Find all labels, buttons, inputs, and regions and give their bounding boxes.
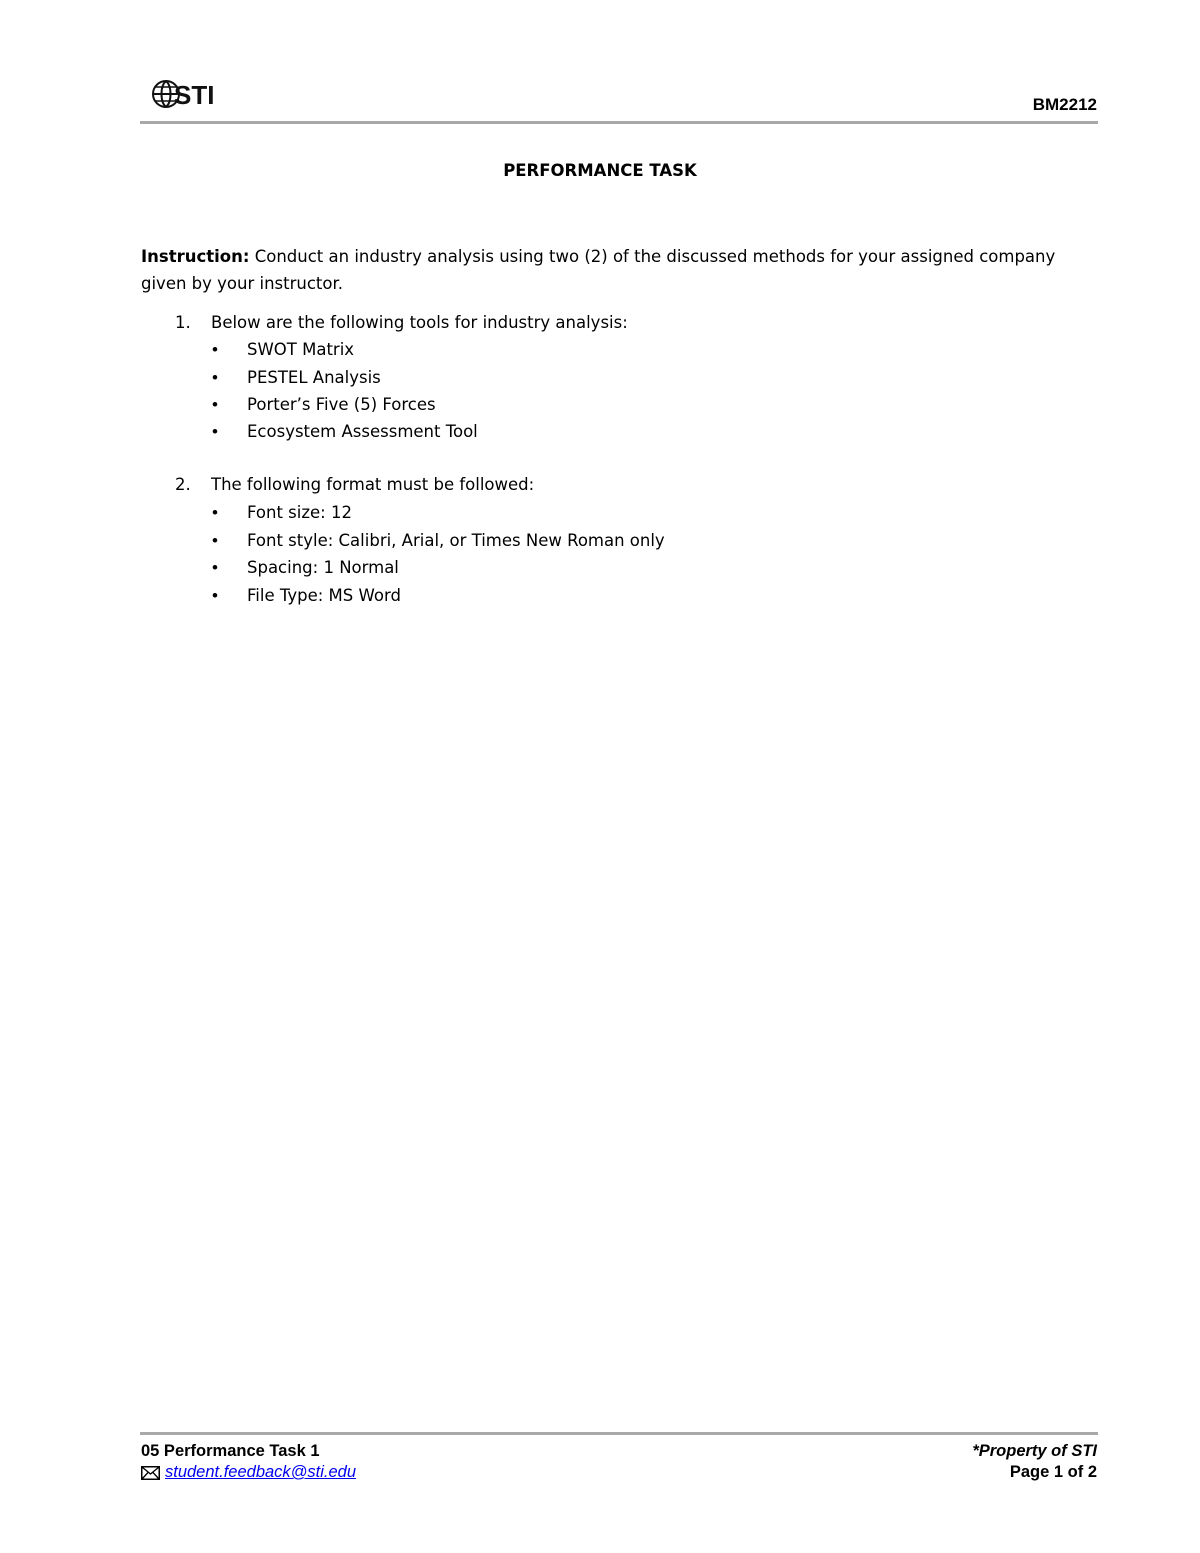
bullet-item: SWOT Matrix <box>247 340 355 359</box>
bullet-dot-icon: • <box>212 368 218 387</box>
bullet-item: Font style: Calibri, Arial, or Times New Roman only <box>247 531 665 550</box>
bullet-dot-icon: • <box>212 503 218 522</box>
sti-logo <box>150 76 225 112</box>
bullet-item: Porter’s Five (5) Forces <box>247 395 436 414</box>
bullet-item: Font size: 12 <box>247 503 352 522</box>
page-number: Page 1 of 2 <box>1009 1463 1097 1481</box>
footer-divider <box>140 1432 1098 1435</box>
globe-logo-icon <box>150 76 225 112</box>
list-number: 2. <box>175 475 191 494</box>
list-text: The following format must be followed: <box>211 475 535 494</box>
bullet-dot-icon: • <box>212 340 218 359</box>
bullet-dot-icon: • <box>212 558 218 577</box>
property-notice: *Property of STI <box>972 1442 1097 1460</box>
instruction-text: Conduct an industry analysis using two (2) of the discussed methods for your assigned company given by your instructor. <box>141 247 1056 293</box>
footer-doc-name: 05 Performance Task 1 <box>141 1442 320 1460</box>
svg-text:STI: STI <box>174 80 215 110</box>
course-code: BM2212 <box>1032 95 1097 114</box>
bullet-item: File Type: MS Word <box>247 586 401 605</box>
feedback-email-link[interactable]: student.feedback@sti.edu <box>165 1463 357 1481</box>
list-number: 1. <box>175 313 191 332</box>
header-divider <box>140 121 1098 124</box>
footer-email-line <box>141 1463 356 1482</box>
envelope-icon <box>141 1466 160 1480</box>
page-title: PERFORMANCE TASK <box>503 161 697 180</box>
bullet-dot-icon: • <box>212 586 218 605</box>
bullet-item: Spacing: 1 Normal <box>247 558 399 577</box>
bullet-dot-icon: • <box>212 422 218 441</box>
bullet-item: PESTEL Analysis <box>247 368 381 387</box>
list-text: Below are the following tools for industry analysis: <box>211 313 628 332</box>
bullet-dot-icon: • <box>212 395 218 414</box>
bullet-dot-icon: • <box>212 531 218 550</box>
instruction-paragraph <box>141 243 1101 297</box>
bullet-item: Ecosystem Assessment Tool <box>247 422 478 441</box>
instruction-label: Instruction: <box>141 247 250 266</box>
